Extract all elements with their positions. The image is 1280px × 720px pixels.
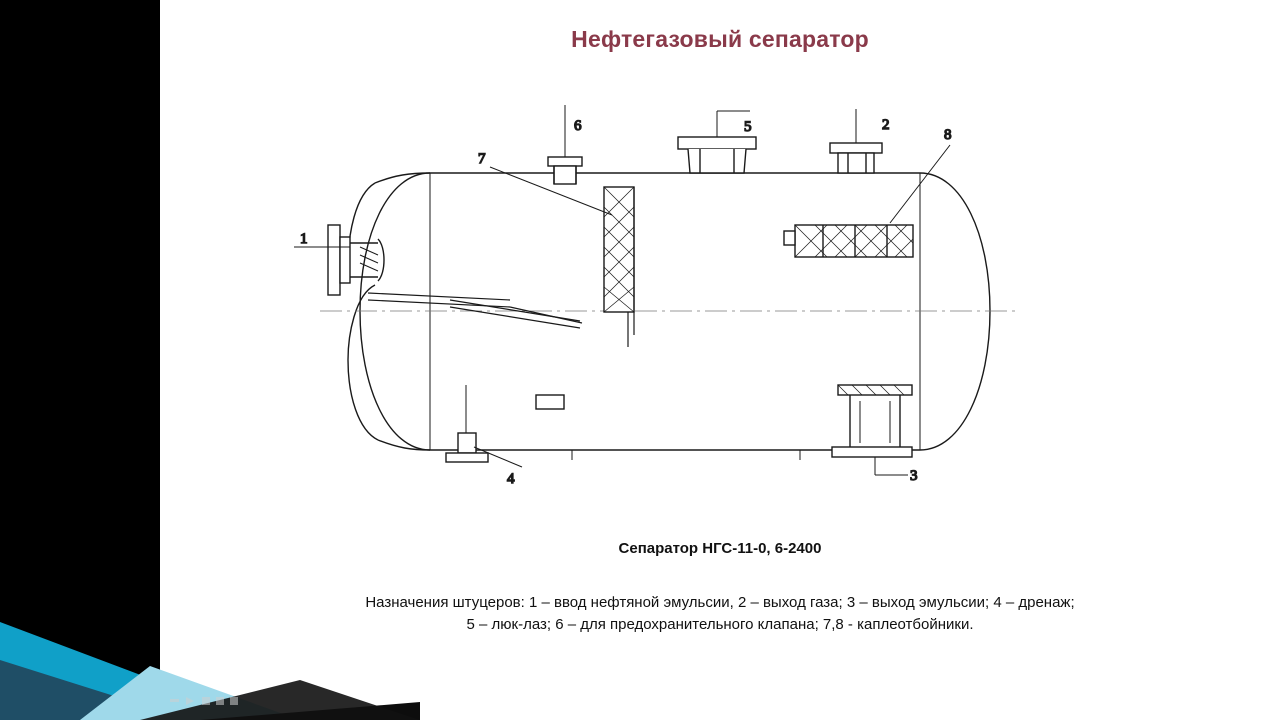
callout-3: 3	[910, 468, 918, 484]
callout-1: 1	[300, 231, 308, 247]
legend-line-2: 5 – люк-лаз; 6 – для предохранительного клапана; 7,8 - каплеотбойники.	[466, 616, 974, 633]
nozzle-gas-outlet-top	[830, 109, 882, 173]
page-title: Нефтегазовый сепаратор	[571, 26, 869, 52]
figure-legend	[230, 592, 1210, 636]
callout-8: 8	[944, 127, 952, 143]
callout-7: 7	[478, 151, 486, 167]
callout-4: 4	[507, 471, 515, 487]
vessel-supports	[572, 450, 800, 460]
droplet-catcher-left	[604, 187, 634, 347]
separator-diagram	[260, 95, 1050, 515]
safety-valve-nozzle	[548, 105, 582, 184]
vessel-shell	[348, 173, 990, 450]
nozzle-inlet-left	[328, 225, 384, 295]
figure-caption: Сепаратор НГС-11-0, 6-2400	[618, 540, 822, 557]
callout-5: 5	[744, 119, 752, 135]
callout-6: 6	[574, 118, 582, 134]
player-controls-icon[interactable]	[170, 694, 250, 708]
droplet-catcher-right	[784, 225, 913, 257]
legend-line-1: Назначения штуцеров: 1 – ввод нефтяной эмульсии, 2 – выход газа; 3 – выход эмульсии; 4 – дренаж;	[365, 594, 1075, 611]
nozzle-emulsion-outlet-bottom	[832, 385, 912, 475]
internal-deflector-plates	[368, 293, 582, 328]
callout-2: 2	[882, 117, 890, 133]
